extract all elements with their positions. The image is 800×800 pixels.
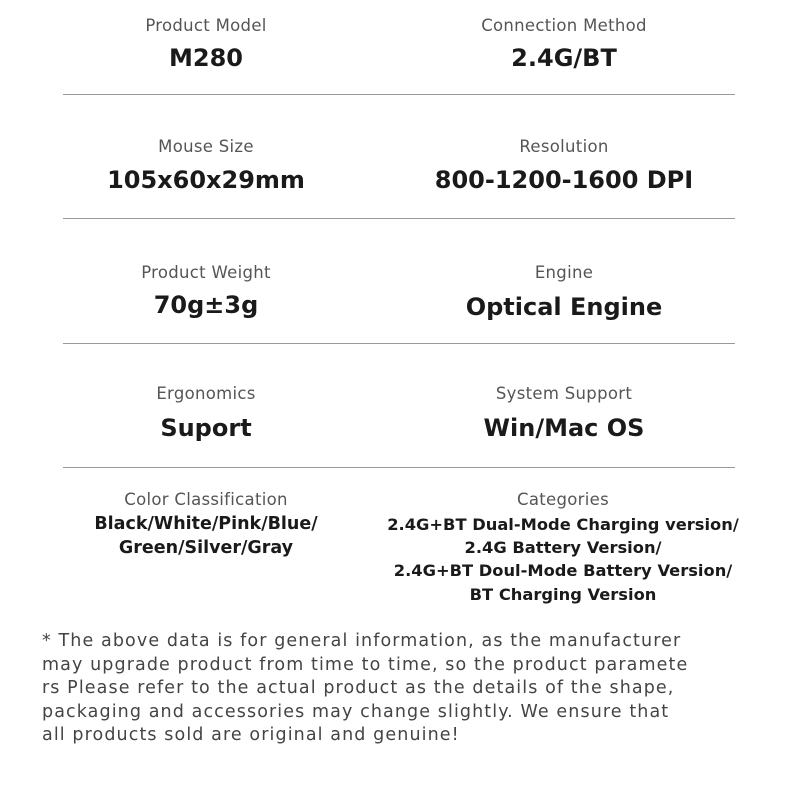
spec-label: Product Model	[145, 16, 267, 35]
spec-color-classification	[55, 490, 357, 560]
spec-label: Engine	[534, 263, 594, 282]
spec-label: Resolution	[519, 137, 609, 156]
spec-value: 70g±3g	[153, 291, 259, 319]
spec-value-line: 2.4G+BT Doul-Mode Battery Version/	[393, 561, 733, 581]
note-line: packaging and accessories may change slightly. We ensure that	[42, 701, 670, 722]
spec-value-line: Green/Silver/Gray	[118, 537, 294, 558]
spec-value-list	[363, 513, 763, 606]
divider	[63, 218, 735, 219]
spec-value: Suport	[160, 414, 252, 442]
spec-label: Mouse Size	[158, 137, 254, 156]
spec-product-model	[63, 16, 349, 72]
spec-value-line: BT Charging Version	[469, 584, 657, 604]
spec-value-line: Black/White/Pink/Blue/	[94, 514, 318, 534]
spec-label: Connection Method	[481, 16, 647, 35]
spec-product-weight	[63, 263, 349, 319]
spec-connection-method	[399, 16, 729, 72]
spec-label: Ergonomics	[156, 384, 256, 403]
spec-value-list	[55, 513, 357, 560]
spec-value: Win/Mac OS	[483, 414, 645, 442]
spec-value: 800-1200-1600 DPI	[434, 166, 694, 194]
spec-value: M280	[169, 44, 243, 72]
spec-value-line: 2.4G+BT Dual-Mode Charging version/	[387, 515, 739, 534]
note-line: * The above data is for general information, as the manufacturer	[42, 631, 682, 651]
spec-engine	[399, 263, 729, 321]
spec-label: Color Classification	[124, 490, 288, 509]
divider	[63, 94, 735, 95]
spec-mouse-size	[63, 137, 349, 194]
spec-label: System Support	[495, 384, 633, 403]
spec-ergonomics	[63, 384, 349, 442]
spec-system-support	[399, 384, 729, 442]
spec-value: Optical Engine	[465, 293, 663, 321]
spec-categories	[363, 490, 763, 606]
divider	[63, 467, 735, 468]
divider	[63, 343, 735, 344]
spec-value: 2.4G/BT	[511, 44, 617, 72]
disclaimer-note	[42, 630, 772, 748]
note-line: may upgrade product from time to time, so the product paramete	[42, 654, 689, 675]
spec-resolution	[399, 137, 729, 194]
note-line: all products sold are original and genuine!	[42, 725, 460, 745]
spec-value: 105x60x29mm	[107, 166, 305, 194]
spec-label: Categories	[517, 490, 609, 509]
note-line: rs Please refer to the actual product as the details of the shape,	[42, 678, 675, 698]
spec-label: Product Weight	[141, 263, 271, 282]
spec-value-line: 2.4G Battery Version/	[464, 538, 662, 558]
